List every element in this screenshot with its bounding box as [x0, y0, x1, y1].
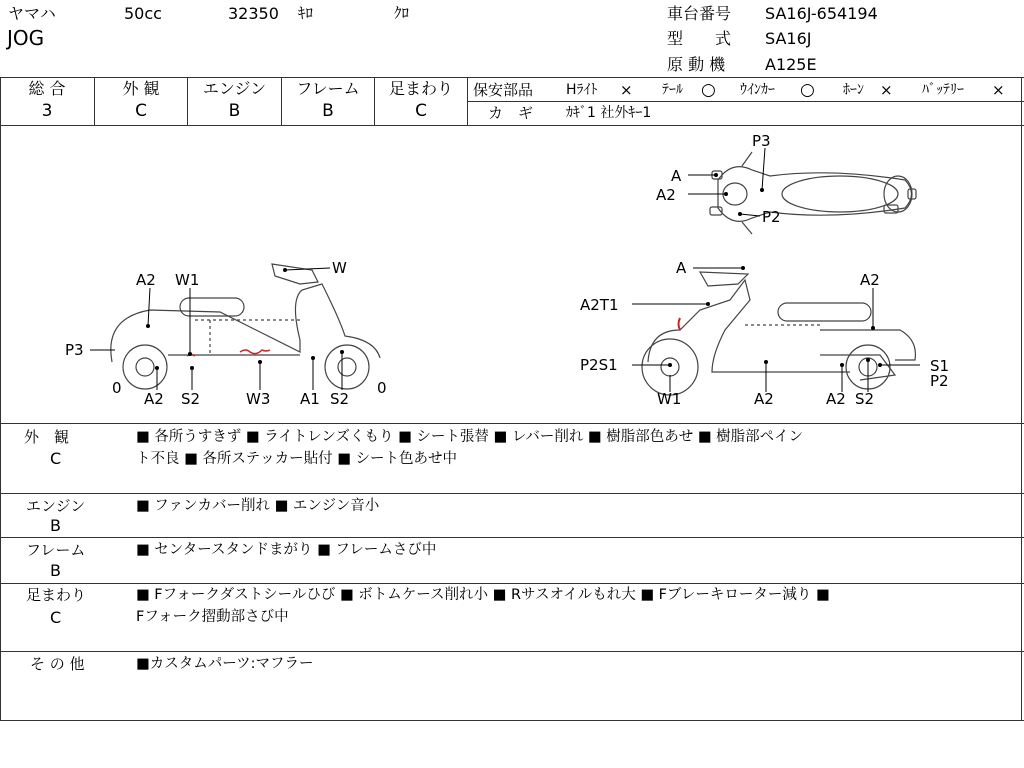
grade-overall-label: 総 合: [28, 79, 66, 98]
type-value: SA16J: [765, 29, 812, 48]
label-left-w3: W3: [246, 390, 271, 408]
key-label: カ ギ: [488, 104, 534, 122]
label-right-s1: S1: [930, 357, 950, 375]
winker-label: ｳｲﾝｶｰ: [740, 82, 775, 98]
grade-overall-value: 3: [41, 101, 53, 121]
remark-suspension-label: 足まわり: [26, 586, 87, 604]
label-right-a2-rear: A2: [826, 390, 846, 408]
label-right-a2: A2: [860, 271, 880, 289]
label-right-p2s1: P2S1: [580, 356, 618, 374]
safety-parts-label: 保安部品: [473, 81, 534, 99]
grade-exterior-label: 外 観: [122, 79, 160, 98]
remark-frame-label: フレーム: [26, 541, 86, 559]
remark-frame-grade: B: [50, 561, 61, 580]
taillight-label: ﾃｰﾙ: [662, 82, 683, 98]
grade-engine-value: B: [228, 101, 241, 121]
grade-frame-label: フレーム: [296, 79, 360, 98]
label-left-zero-a: 0: [112, 379, 122, 397]
remark-suspension-line2: Fフォーク摺動部さび中: [136, 609, 289, 625]
remark-suspension-grade: C: [50, 608, 62, 627]
grade-suspension-label: 足まわり: [388, 79, 453, 98]
frame-no-label: 車台番号: [667, 4, 732, 23]
grade-engine-label: エンジン: [202, 79, 267, 98]
label-right-a2-mid: A2: [754, 390, 774, 408]
label-right-w1: W1: [657, 390, 682, 408]
model-name: JOG: [7, 26, 45, 50]
remark-engine-grade: B: [50, 516, 61, 535]
label-left-w1: W1: [175, 271, 200, 289]
horn-mark: ×: [880, 81, 893, 99]
battery-label: ﾊﾞｯﾃﾘｰ: [922, 82, 964, 98]
grade-exterior-value: C: [135, 101, 147, 121]
remark-exterior-line2: ト不良 ■ 各所ステッカー貼付 ■ シート色あせ中: [136, 451, 458, 467]
maker-name: ヤマハ: [8, 4, 56, 23]
remark-exterior-grade: C: [50, 449, 62, 468]
remark-suspension-line1: ■ Fフォークダストシールひび ■ ボトムケース削れ小 ■ Rサスオイルもれ大 ■ Fブレーキローター減り ■: [136, 587, 830, 603]
key-value: ｶｷﾞ1 社外ｷｰ1: [566, 105, 652, 121]
type-label: 型 式: [667, 29, 732, 48]
label-left-p3: P3: [65, 341, 84, 359]
engine-type-label: 原 動 機: [667, 55, 726, 74]
label-top-p2: P2: [762, 208, 781, 226]
taillight-mark: ○: [701, 80, 716, 100]
remark-other-label: そ の 他: [30, 655, 85, 673]
label-left-a1: A1: [300, 390, 320, 408]
label-left-zero-b: 0: [377, 379, 387, 397]
label-right-a2t1: A2T1: [580, 296, 619, 314]
label-left-a2: A2: [136, 271, 156, 289]
battery-mark: ×: [992, 81, 1005, 99]
remark-other-line1: ■カスタムパーツ:マフラー: [136, 656, 314, 672]
label-left-a2-bottom: A2: [144, 390, 164, 408]
remark-frame-line1: ■ センタースタンドまがり ■ フレームさび中: [136, 542, 437, 558]
label-right-p2: P2: [930, 372, 949, 390]
scooter-top-view: [710, 152, 916, 234]
label-top-p3: P3: [752, 132, 771, 150]
scooter-right-view: [642, 272, 915, 395]
headlight-mark: ×: [620, 81, 633, 99]
label-top-a2: A2: [656, 186, 676, 204]
remark-engine-label: エンジン: [26, 497, 86, 515]
frame-no-value: SA16J-654194: [765, 4, 878, 23]
label-right-a: A: [676, 259, 687, 277]
remark-exterior-label: 外 観: [24, 428, 70, 446]
grade-suspension-value: C: [415, 101, 427, 121]
label-left-w: W: [332, 259, 347, 277]
label-left-s2-b: S2: [330, 390, 350, 408]
label-top-a: A: [671, 167, 682, 185]
engine-type-value: A125E: [765, 55, 817, 74]
horn-label: ﾎｰﾝ: [843, 82, 864, 98]
winker-mark: ○: [800, 80, 815, 100]
color-value: ｸﾛ: [394, 4, 410, 22]
label-left-s2-a: S2: [181, 390, 201, 408]
grade-frame-value: B: [322, 101, 334, 121]
label-right-s2: S2: [855, 390, 875, 408]
headlight-label: Hﾗｲﾄ: [566, 82, 598, 98]
remark-exterior-line1: ■ 各所うすきず ■ ライトレンズくもり ■ シート張替 ■ レバー削れ ■ 樹脂部色あせ ■ 樹脂部ペイン: [136, 429, 804, 445]
displacement: 50cc: [124, 4, 162, 23]
mileage-value: 32350: [228, 4, 279, 23]
remark-engine-line1: ■ ファンカバー削れ ■ エンジン音小: [136, 498, 380, 514]
mileage-unit: ｷﾛ: [298, 4, 314, 22]
